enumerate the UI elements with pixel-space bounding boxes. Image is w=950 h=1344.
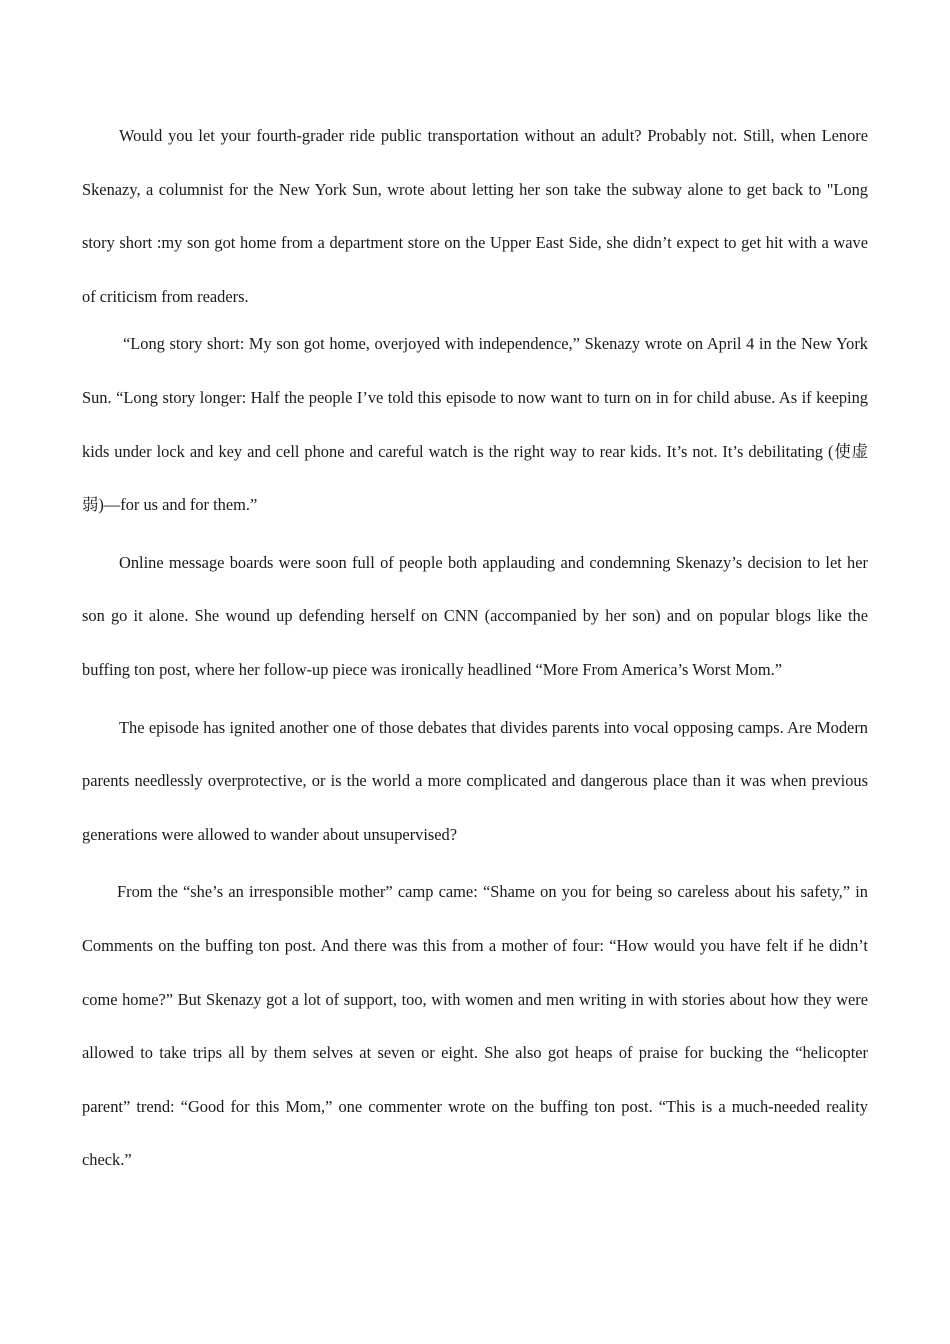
document-body [82,109,868,1197]
paragraph-3: Online message boards were soon full of people both applauding and condemning Skenazy’s decision to let her son go it alone. She wound up defending herself on CNN (accompanied by her son) and on popular blogs like the buffing ton post, where her follow-up piece was ironically headlined “More From America’s Worst Mom.” [82,552,868,679]
paragraph-2: “Long story short: My son got home, overjoyed with independence,” Skenazy wrote on April 4 in the New York Sun. “Long story longer: Half the people I’ve told this episode to now want to turn on in for child abuse. As if keeping kids under lock and key and cell phone and careful watch is the right way to rear kids. It’s not. It’s debilitating (使虚弱)—for us and for them.” [82,334,868,515]
paragraph-1: Would you let your fourth-grader ride public transportation without an adult? Probably not. Still, when Lenore Skenazy, a columnist for the New York Sun, wrote about letting her son take the subway alone to get back to "Long story short :my son got home from a department store on the Upper East Side, she didn’t expect to get hit with a wave of criticism from readers. [82,126,868,306]
paragraph-5: From the “she’s an irresponsible mother” camp came: “Shame on you for being so careless about his safety,” in Comments on the buffing ton post. And there was this from a mother of four: “How would you have felt if he didn’t come home?” But Skenazy got a lot of support, too, with women and men writing in with stories about how they were allowed to take trips all by them selves at seven or eight. She also got heaps of praise for bucking the “helicopter parent” trend: “Good for this Mom,” one commenter wrote on the buffing ton post. “This is a much-needed reality check.” [82,882,868,1170]
paragraph-4: The episode has ignited another one of those debates that divides parents into vocal opposing camps. Are Modern parents needlessly overprotective, or is the world a more complicated and dangerous place than it was when previous generations were allowed to wander about unsupervised? [82,717,868,844]
